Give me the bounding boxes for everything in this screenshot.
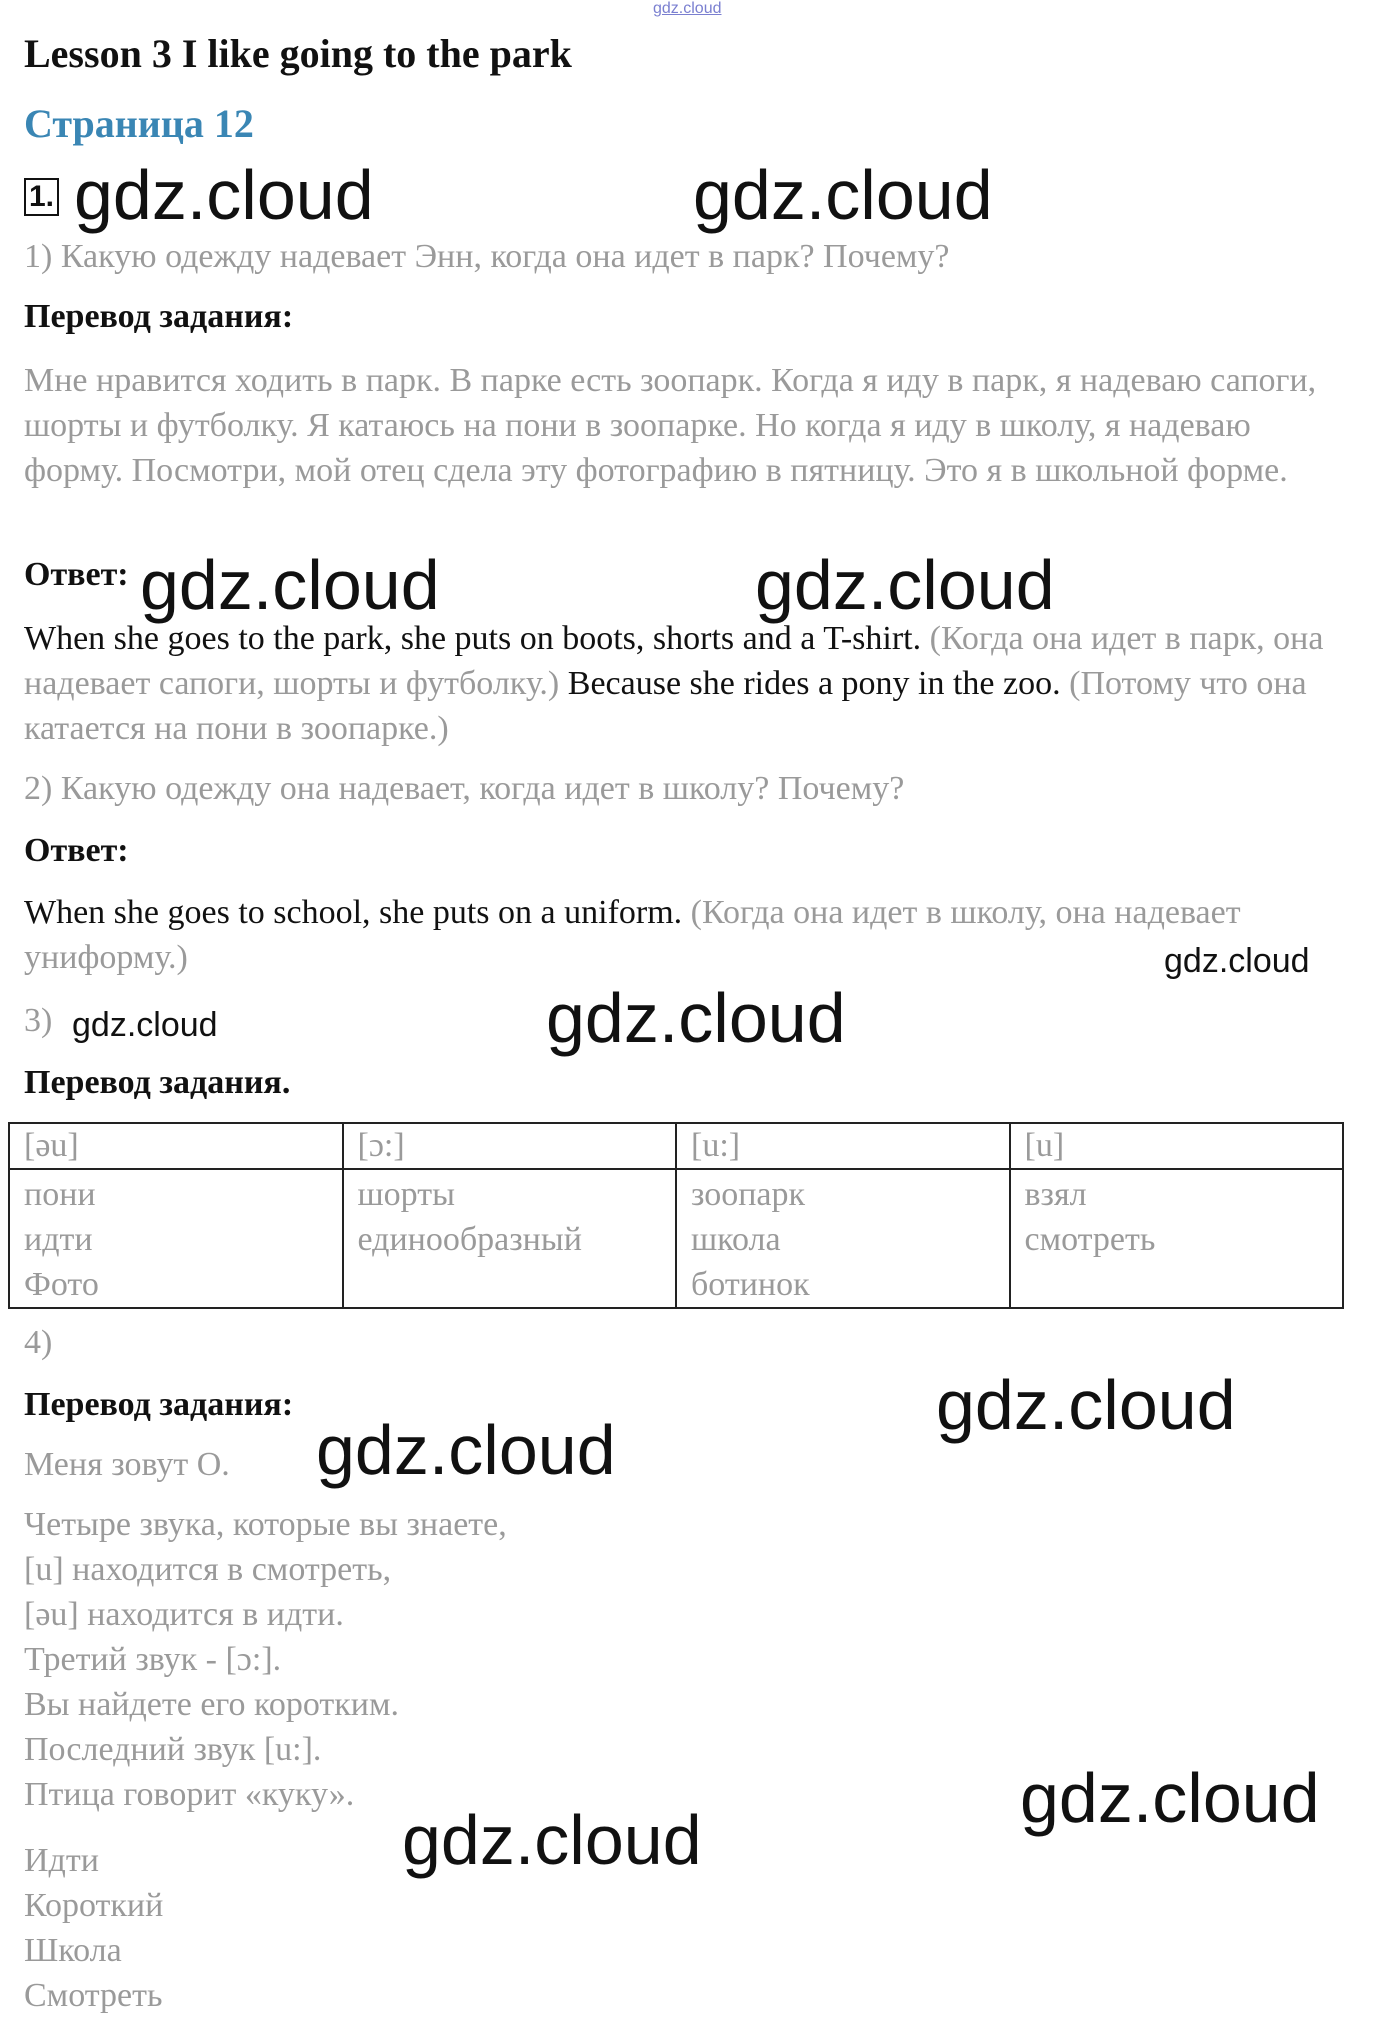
poem-line: Последний звук [u:]. [24,1731,322,1768]
page-label: Страница 12 [24,101,254,146]
poem-line: Птица говорит «куку». [24,1776,355,1813]
word-list-item: Идти [24,1842,99,1879]
answer-1-en-part1: When she goes to the park, she puts on boots, shorts and a T-shirt. [24,620,922,657]
watermark: gdz.cloud [546,979,846,1057]
answer-1-ru-part1: (Когда она идет в парк, она надевает сапоги, шорты и футболку.) [24,620,1324,702]
answer-2-ru: (Когда она идет в школу, она надевает униформу.) [24,894,1241,976]
answer-1-en-part2: Because she rides a pony in the zoo. [567,665,1061,702]
table-cell [1010,1169,1344,1308]
table-word: ботинок [691,1266,810,1303]
table-word: взял [1024,1176,1087,1213]
translation-text: Мне нравится ходить в парк. В парке есть зоопарк. Когда я иду в парк, я надеваю сапоги, шорты и футболку. Я катаюсь на пони в зоопарке. Но когда я иду в школу, я надеваю форму. Посмотри, мой отец сдела эту фотографию в пятницу. Это я в школьной форме. [24,362,1317,489]
table-cell [9,1169,343,1308]
poem-line: Третий звук - [ɔ:]. [24,1641,282,1678]
answer-2-text [24,890,1324,980]
question-1: 1) Какую одежду надевает Энн, когда она идет в парк? Почему? [24,238,950,275]
table-header-cell: [u] [1010,1123,1344,1169]
table-word: пони [24,1176,96,1213]
watermark: gdz.cloud [1164,942,1310,980]
watermark: gdz.cloud [693,156,993,234]
table-header-cell: [ɔ:] [343,1123,677,1169]
question-3: 3) [24,1002,53,1039]
watermark: gdz.cloud [316,1411,616,1489]
answer-2-en: When she goes to school, she puts on a uniform. [24,894,683,931]
table-cell [676,1169,1010,1308]
sounds-table [8,1122,1344,1309]
translation-label: Перевод задания: [24,298,294,335]
question-4-translation-label: Перевод задания: [24,1386,294,1423]
lesson-title: Lesson 3 I like going to the park [24,31,572,76]
watermark: gdz.cloud [1020,1759,1320,1837]
poem [24,1502,507,1817]
word-list-item: Смотреть [24,1977,163,2014]
watermark: gdz.cloud [755,546,1055,624]
poem-intro: Меня зовут О. [24,1446,230,1483]
watermark: gdz.cloud [140,546,440,624]
watermark: gdz.cloud [74,156,374,234]
table-word: идти [24,1221,93,1258]
table-word: школа [691,1221,781,1258]
question-2: 2) Какую одежду она надевает, когда идет в школу? Почему? [24,770,905,807]
table-word: единообразный [357,1221,582,1258]
poem-line: [u] находится в смотреть, [24,1551,392,1588]
answer-label: Ответ: [24,556,129,593]
table-cell [343,1169,677,1308]
table-header-row [9,1123,1343,1169]
table-word: шорты [357,1176,455,1213]
word-list-item: Короткий [24,1887,164,1924]
watermark: gdz.cloud [402,1801,702,1879]
task-number-badge [24,178,59,216]
table-row [9,1169,1343,1308]
watermark: gdz.cloud [936,1366,1236,1444]
table-word: зоопарк [691,1176,806,1213]
task-number: 1. [24,178,59,216]
question-4: 4) [24,1324,53,1361]
watermark: gdz.cloud [72,1006,218,1044]
table-word: Фото [24,1266,99,1303]
answer-1-text [24,616,1334,751]
answer-2-label: Ответ: [24,832,129,869]
poem-line: Четыре звука, которые вы знаете, [24,1506,507,1543]
table-header-cell: [u:] [676,1123,1010,1169]
poem-line: Вы найдете его коротким. [24,1686,399,1723]
table-header-cell: [əu] [9,1123,343,1169]
table-word: смотреть [1024,1221,1156,1258]
question-3-translation-label: Перевод задания. [24,1064,291,1101]
top-watermark: gdz.cloud [653,0,722,17]
answer-1-ru-part2: (Потому что она катается на пони в зоопарке.) [24,665,1307,747]
poem-line: [əu] находится в идти. [24,1596,344,1633]
word-list-item: Школа [24,1932,122,1969]
word-list [24,1838,163,2018]
